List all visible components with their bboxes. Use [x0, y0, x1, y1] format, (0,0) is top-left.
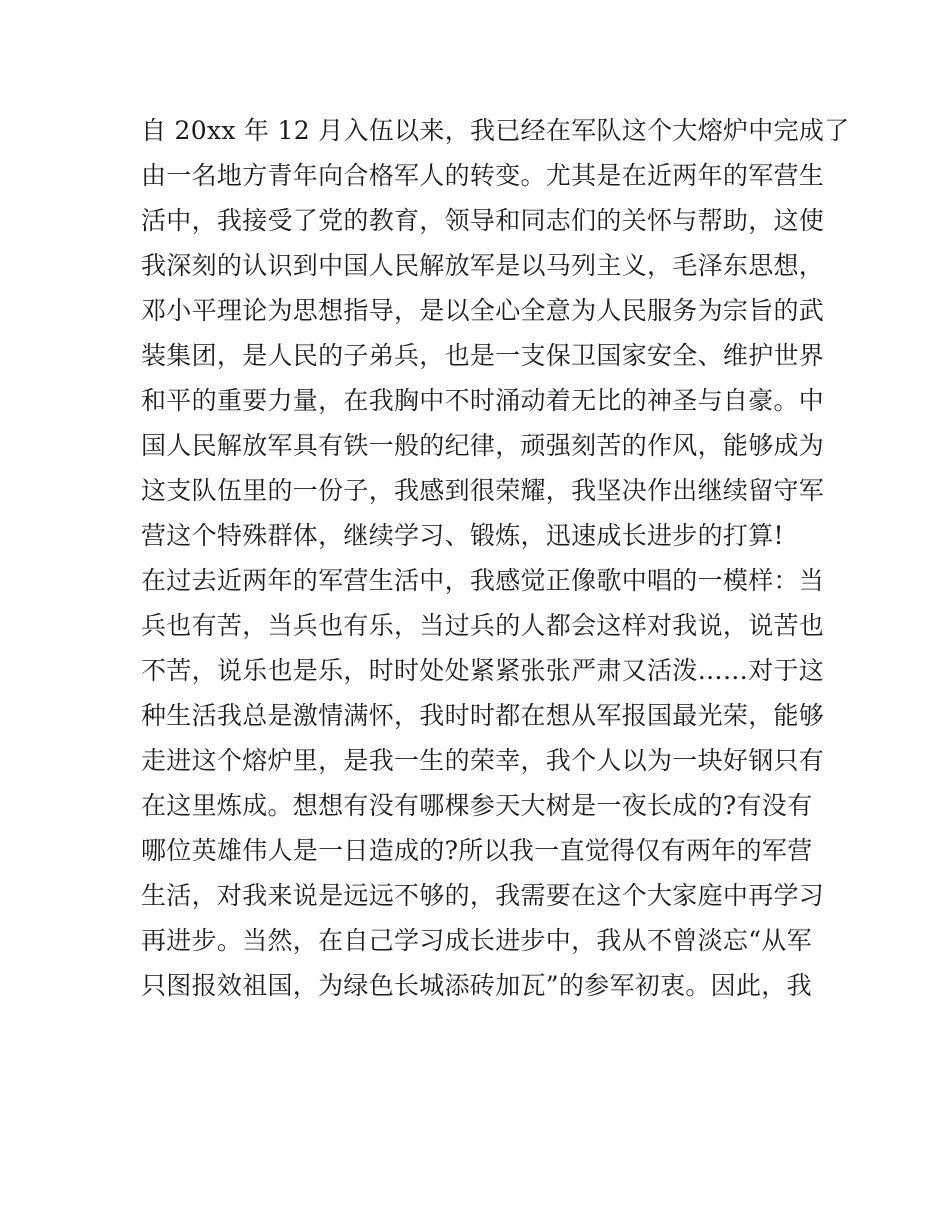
text-line-15: 走进这个熔炉里，是我一生的荣幸，我个人以为一块好钢只有 [141, 746, 825, 775]
text-line-19: 再进步。当然，在自己学习成长进步中，我从不曾淡忘“从军 [141, 926, 812, 955]
text-line-6: 装集团，是人民的子弟兵，也是一支保卫国家安全、维护世界 [141, 341, 825, 370]
text-line-12: 兵也有苦，当兵也有乐，当过兵的人都会这样对我说，说苦也 [141, 611, 825, 640]
text-line-2: 由一名地方青年向合格军人的转变。尤其是在近两年的军营生 [141, 161, 825, 190]
text-line-11: 在过去近两年的军营生活中，我感觉正像歌中唱的一模样：当 [141, 566, 825, 595]
text-line-9: 这支队伍里的一份子，我感到很荣耀，我坚决作出继续留守军 [141, 476, 825, 505]
text-line-4: 我深刻的认识到中国人民解放军是以马列主义，毛泽东思想， [141, 251, 825, 280]
text-line-3: 活中，我接受了党的教育，领导和同志们的关怀与帮助，这使 [141, 206, 825, 235]
document-body [141, 108, 850, 1008]
text-line-17: 哪位英雄伟人是一日造成的?所以我一直觉得仅有两年的军营 [141, 836, 813, 865]
text-line-16: 在这里炼成。想想有没有哪棵参天大树是一夜长成的?有没有 [141, 791, 813, 820]
text-line-18: 生活，对我来说是远远不够的，我需要在这个大家庭中再学习 [141, 881, 825, 910]
text-line-8: 国人民解放军具有铁一般的纪律，顽强刻苦的作风，能够成为 [141, 431, 825, 460]
text-line-5: 邓小平理论为思想指导，是以全心全意为人民服务为宗旨的武 [141, 296, 825, 325]
text-line-10: 营这个特殊群体，继续学习、锻炼，迅速成长进步的打算! [141, 521, 784, 550]
text-line-14: 种生活我总是激情满怀，我时时都在想从军报国最光荣，能够 [141, 701, 825, 730]
text-line-13: 不苦，说乐也是乐，时时处处紧紧张张严肃又活泼……对于这 [141, 656, 825, 685]
text-line-7: 和平的重要力量，在我胸中不时涌动着无比的神圣与自豪。中 [141, 386, 825, 415]
text-line-1: 自 20xx 年 12 月入伍以来，我已经在军队这个大熔炉中完成了 [141, 116, 850, 145]
text-line-20: 只图报效祖国，为绿色长城添砖加瓦”的参军初衷。因此，我 [141, 971, 812, 1000]
